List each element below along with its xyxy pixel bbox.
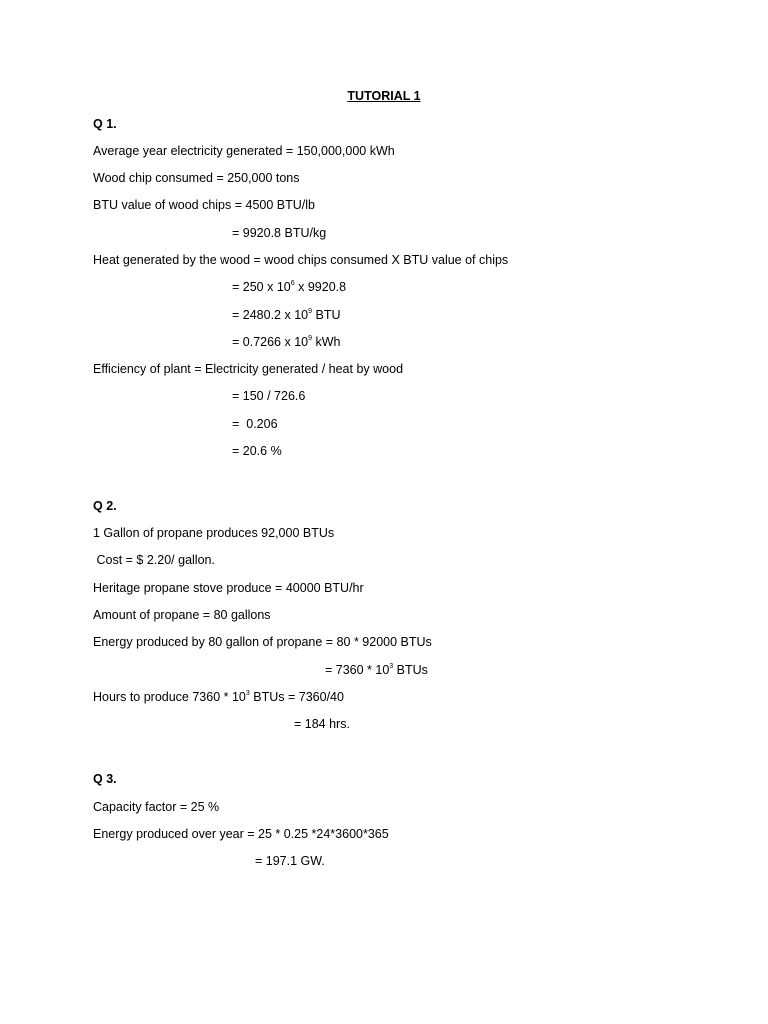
q3-line-2: Energy produced over year = 25 * 0.25 *24*3600*365 — [93, 827, 389, 841]
q2-line-2: Cost = $ 2.20/ gallon. — [93, 553, 215, 567]
q1-line-12: = 20.6 % — [232, 444, 282, 458]
page-title: TUTORIAL 1 — [347, 89, 421, 103]
q1-line-6: = 250 x $10^6$ x 9920.8 — [232, 279, 347, 294]
q2-heading: Q 2. — [93, 499, 117, 513]
q1-heading: Q 1. — [93, 117, 117, 131]
q2-line-7: Hours to produce $7360 * 10^3$ BTUs = 7360/40 — [93, 689, 344, 704]
q1-line-10: = 150 / 726.6 — [232, 389, 306, 403]
q1-line-11: = 0.206 — [232, 417, 278, 431]
q2-line-3: Heritage propane stove produce = 40000 BTU/hr — [93, 581, 364, 595]
q3-heading: Q 3. — [93, 772, 117, 786]
q1-line-7: = 2480.2 x $10^9$ BTU — [232, 307, 341, 322]
q1-line-5: Heat generated by the wood = wood chips consumed X BTU value of chips — [93, 253, 509, 267]
q3-line-1: Capacity factor = 25 % — [93, 800, 220, 814]
q1-line-9: Efficiency of plant = Electricity generated / heat by wood — [93, 362, 404, 376]
q2-line-5: Energy produced by 80 gallon of propane = 80 * 92000 BTUs — [93, 635, 432, 649]
q1-line-3: BTU value of wood chips = 4500 BTU/lb — [93, 198, 315, 212]
q1-line-8: = 0.7266 x $10^9$ kWh — [232, 334, 341, 349]
q2-line-6: = $7360 * 10^3$ BTUs — [325, 662, 428, 677]
q2-line-8: = 184 hrs. — [294, 717, 350, 731]
q2-line-1: 1 Gallon of propane produces 92,000 BTUs — [93, 526, 335, 540]
q1-line-1: Average year electricity generated = 150,000,000 kWh — [93, 144, 395, 158]
q3-line-3: = 197.1 GW. — [255, 854, 325, 868]
q1-line-2: Wood chip consumed = 250,000 tons — [93, 171, 300, 185]
q2-line-4: Amount of propane = 80 gallons — [93, 608, 271, 622]
q1-line-4: = 9920.8 BTU/kg — [232, 226, 327, 240]
